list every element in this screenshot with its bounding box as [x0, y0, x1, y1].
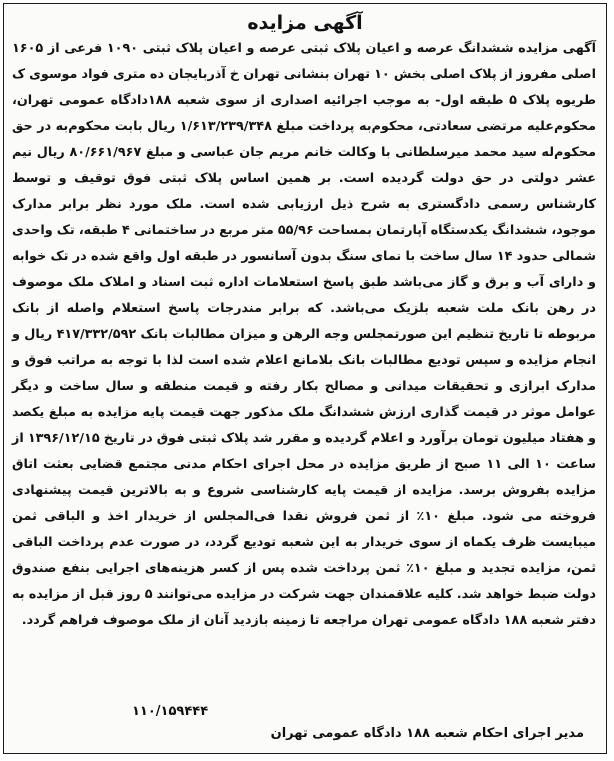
- notice-footer: [14, 701, 596, 745]
- auction-notice: [3, 3, 607, 754]
- notice-title: آگهی مزایده: [247, 12, 363, 34]
- notice-body: آگهی مزایده ششدانگ عرصه و اعیان پلاک ثبتی عرصه و اعیان پلاک ثبتی ۱۰۹۰ فرعی از ۱۶۰۵ اصلی مفروز از پلاک اصلی بخش ۱۰ تهران بنشانی تهران خ آذربایجان ده متری فواد موسوی ک طریوه پلاک ۵ طبقه اول- به موجب اجرائیه اصداری از سوی شعبه ۱۸۸دادگاه عمومی تهران، محکوم‌علیه مرتضی سعادتی، محکوم‌به پرداخت مبلغ ۱/۶۱۳/۲۳۹/۳۴۸ ریال بابت محکوم‌به در حق محکوم‌له سید محمد میرسلطانی با وکالت خانم مریم جان عباسی و مبلغ ۸۰/۶۶۱/۹۶۷ ریال نیم عشر دولتی در حق دولت گردیده است. بر همین اساس پلاک ثبتی فوق توقیف و توسط کارشناس رسمی دادگستری به شرح ذیل ارزیابی شده است. ملک مورد نظر برابر مدارک موجود، ششدانگ یکدستگاه آپارتمان بمساحت ۵۵/۹۶ متر مربع در ساختمانی ۴ طبقه، تک واحدی شمالی حدود ۱۴ سال ساخت با نمای سنگ بدون آسانسور در طبقه اول واقع شده در تک خوابه و دارای آب و برق و گاز می‌باشد طبق پاسخ استعلامات اداره ثبت اسناد و املاک ملک موصوف در رهن بانک ملت شعبه بلزیک می‌باشد. که برابر مندرجات پاسخ استعلام واصله از بانک مربوطه تا تاریخ تنظیم این صورتمجلس وجه الرهن و میزان مطالبات بانک ۴۱۷/۳۳۲/۵۹۲ ریال و انجام مزایده و سپس تودیع مطالبات بانک بلامانع اعلام شده است لذا با توجه به مراتب فوق و مدارک ابرازی و تحقیقات میدانی و مصالح بکار رفته و قیمت منطقه و سال ساخت و دیگر عوامل موثر در قیمت گذاری ارزش ششدانگ ملک مذکور جهت قیمت پایه مزایده به مبلغ یکصد و هفتاد میلیون تومان برآورد و اعلام گردیده و مقرر شد پلاک ثبتی فوق در تاریخ ۱۳۹۶/۱۲/۱۵ از ساعت ۱۰ الی ۱۱ صبح از طریق مزایده در محل اجرای احکام مدنی مجتمع قضایی بعثت اتاق مزایده بفروش برسد. مزایده از قیمت پایه کارشناسی شروع و به بالاترین قیمت پیشنهادی فروخته می شود. مبلغ ۱۰٪ از ثمن فروش نقدا فی‌المجلس از خریدار اخذ و الباقی ثمن میبایست ظرف یکماه از سوی خریدار به این شعبه تودیع گردد، در صورت عدم پرداخت الباقی ثمن، مزایده تجدید و مبلغ ۱۰٪ ثمن پرداخت شده پس از کسر هزینه‌های اجرایی بنفع صندوق دولت ضبط خواهد شد. کلیه علاقمندان جهت شرکت در مزایده می‌توانند ۵ روز قبل از مزایده به دفتر شعبه ۱۸۸ دادگاه عمومی تهران مراجعه تا زمینه بازدید آنان از ملک موصوف فراهم گردد.: [12, 41, 596, 628]
- signature-line: مدیر اجرای احکام شعبه ۱۸۸ دادگاه عمومی تهران: [270, 726, 584, 741]
- reference-number: ۱۱۰/۱۵۹۴۴۴: [132, 704, 209, 719]
